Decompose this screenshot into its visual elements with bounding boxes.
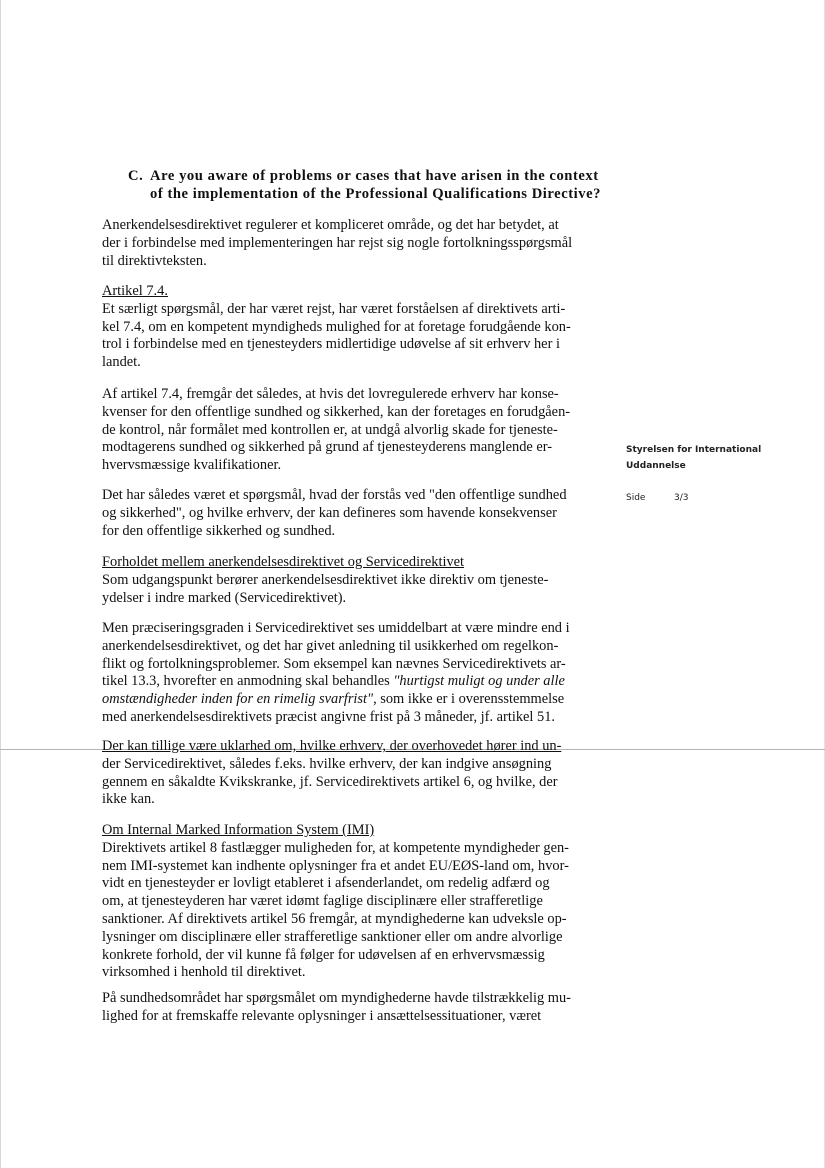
organization-name-line-2: Uddannelse	[626, 461, 686, 471]
text-line: der i forbindelse med implementeringen har rejst sig nogle fortolkningsspørgsmål	[102, 234, 573, 251]
text-line: hvervsmæssige kvalifikationer.	[102, 457, 282, 474]
text-line: sanktioner. Af direktivets artikel 56 fremgår, at myndighederne kan udveksle op-	[102, 910, 567, 927]
artikel-7-4-heading: Artikel 7.4.	[102, 283, 168, 299]
paragraph-artikel-7-4-detail	[102, 386, 602, 475]
text-line-underlined: Der kan tillige være uklarhed om, hvilke erhverv, der overhovedet hører ind un-	[102, 738, 562, 754]
paragraph-imi	[102, 822, 602, 982]
text-line: ydelser i indre marked (Servicedirektivet).	[102, 589, 347, 606]
forholdet-heading: Forholdet mellem anerkendelsesdirektivet og Servicedirektivet	[102, 554, 465, 570]
text-line: modtagerens sundhed og sikkerhed på grund af tjenesteyderens manglende er-	[102, 439, 553, 456]
text-line: kel 7.4, om en kompetent myndigheds mulighed for at foretage forudgående kon-	[102, 318, 571, 335]
text-line: flikt og fortolkningsproblemer. Som eksempel kan nævnes Servicedirektivets ar-	[102, 655, 566, 672]
page-value: 3/3	[674, 493, 689, 503]
page-label: Side	[626, 493, 646, 503]
text-fragment: , som ikke er i overensstemmelse	[373, 691, 565, 708]
organization-name-line-1: Styrelsen for International	[626, 445, 762, 455]
sender-organization	[626, 442, 761, 474]
text-line: om, at tjenesteyderen har været idømt faglige disciplinære eller strafferetlige	[102, 893, 543, 910]
scan-edge-left	[0, 0, 1, 1168]
text-line: lysninger om disciplinære eller strafferetlige sanktioner eller om andre alvorlige	[102, 928, 563, 945]
paragraph-forholdet	[102, 554, 602, 607]
text-line	[102, 673, 602, 691]
italic-quote: "hurtigst muligt og under alle	[393, 673, 565, 690]
text-line: Men præciseringsgraden i Servicedirektivet ses umiddelbart at være mindre end i	[102, 620, 570, 636]
section-heading-line-2: of the implementation of the Professional Qualifications Directive?	[150, 186, 601, 202]
imi-heading: Om Internal Marked Information System (IMI)	[102, 822, 375, 838]
text-line: nem IMI-systemet kan indhente oplysninger fra et andet EU/EØS-land om, hvor-	[102, 857, 569, 874]
section-heading-line-1: Are you aware of problems or cases that have arisen in the context	[150, 168, 599, 184]
text-line: vidt en tjenesteyder er lovligt etableret i afsenderlandet, om redelig adfærd og	[102, 875, 550, 892]
text-line: Anerkendelsesdirektivet regulerer et kompliceret område, og det har betydet, at	[102, 217, 559, 233]
paragraph-uklarhed	[102, 738, 602, 809]
text-line: Af artikel 7.4, fremgår det således, at hvis det lovregulerede erhverv har konse-	[102, 386, 559, 402]
text-line: trol i forbindelse med en tjenesteyders midlertidige udøvelse af sit erhverv her i	[102, 336, 560, 353]
page-number	[626, 493, 688, 503]
text-line	[102, 691, 602, 709]
text-line: gennem en såkaldte Kvikskranke, jf. Servicedirektivets artikel 6, og hvilke, der	[102, 773, 558, 790]
paragraph-sundhed-question	[102, 487, 602, 540]
text-line: og sikkerhed", og hvilke erhverv, der kan defineres som havende konsekvenser	[102, 504, 557, 521]
text-line: der Servicedirektivet, således f.eks. hvilke erhverv, der kan indgive ansøgning	[102, 755, 552, 772]
text-line: anerkendelsesdirektivet, og det har givet anledning til usikkerhed om regelkon-	[102, 637, 559, 654]
text-line: kvenser for den offentlige sundhed og sikkerhed, kan der foretages en forudgåen-	[102, 403, 571, 420]
section-heading	[128, 167, 608, 203]
text-line: ikke kan.	[102, 791, 155, 808]
text-line: Det har således været et spørgsmål, hvad der forstås ved "den offentlige sundhed	[102, 487, 567, 503]
text-line: de kontrol, når formålet med kontrollen er, at undgå alvorlig skade for tjeneste-	[102, 421, 558, 438]
text-line: konkrete forhold, der vil kunne få følger for udøvelsen af en erhvervsmæssig	[102, 946, 545, 963]
paragraph-sundhedsomraadet	[102, 990, 602, 1026]
text-line: til direktivteksten.	[102, 252, 207, 269]
text-line: Som udgangspunkt berører anerkendelsesdirektivet ikke direktiv om tjeneste-	[102, 571, 549, 588]
text-fragment: tikel 13.3, hvorefter en anmodning skal behandles	[102, 673, 394, 690]
section-letter: C.	[128, 168, 144, 184]
paragraph-praeciseringsgraden	[102, 620, 602, 727]
text-line: landet.	[102, 354, 141, 371]
paragraph-intro	[102, 217, 602, 270]
text-line: Et særligt spørgsmål, der har været rejst, har været forståelsen af direktivets arti-	[102, 300, 566, 317]
paragraph-artikel-7-4	[102, 283, 602, 372]
text-line: Direktivets artikel 8 fastlægger muligheden for, at kompetente myndigheder gen-	[102, 839, 569, 856]
text-line: virksomhed i henhold til direktivet.	[102, 964, 306, 981]
text-line: På sundhedsområdet har spørgsmålet om myndighederne havde tilstrækkelig mu-	[102, 990, 571, 1006]
text-line: lighed for at fremskaffe relevante oplysninger i ansættelsessituationer, været	[102, 1007, 542, 1024]
text-line: for den offentlige sikkerhed og sundhed.	[102, 522, 336, 539]
text-line: med anerkendelsesdirektivets præcist angivne frist på 3 måneder, jf. artikel 51.	[102, 708, 555, 725]
italic-quote: omstændigheder inden for en rimelig svarfrist"	[102, 691, 374, 708]
